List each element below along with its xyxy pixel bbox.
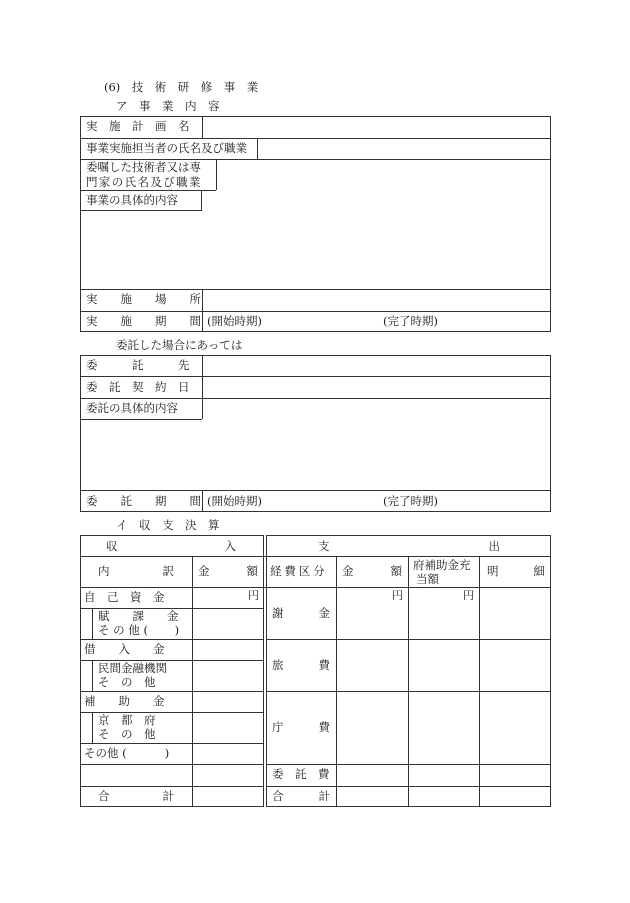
section-title: (6) 技 術 研 修 事 業 [104, 80, 259, 94]
label-person-in-charge: 事業実施担当者の氏名及び職業 [86, 141, 247, 155]
row-honorarium: 謝 金 [272, 606, 330, 620]
row-other4: その他 ( ) [84, 746, 170, 760]
row-office: 庁 費 [272, 720, 330, 734]
field-entrusted[interactable] [217, 160, 550, 189]
header-expense: 支 出 [318, 539, 500, 553]
label-plan-name: 実 施 計 画 名 [86, 119, 190, 133]
label-entrust-start: (開始時期) [207, 494, 262, 508]
label-entrust-period: 委 託 期 間 [86, 494, 201, 508]
row-other2: そ の 他 [98, 675, 156, 689]
row-other3: そ の 他 [98, 727, 156, 741]
field-place[interactable] [203, 290, 550, 310]
row-income-total: 合 計 [98, 789, 174, 803]
label-details: 事業の具体的内容 [86, 193, 178, 207]
row-expense-total: 合 計 [272, 789, 330, 803]
row-levy: 賦 課 金 [98, 609, 179, 623]
field-details[interactable] [81, 212, 550, 288]
field-person-in-charge[interactable] [258, 139, 550, 158]
label-entrusted-line2: 門家の氏名及び職業 [86, 175, 202, 189]
yen-expense: 円 [392, 589, 403, 602]
label-contract-date: 委 託 契 約 日 [86, 380, 190, 394]
row-travel: 旅 費 [272, 658, 330, 672]
header-income: 収 入 [106, 539, 236, 553]
label-period: 実 施 期 間 [86, 314, 201, 328]
field-plan-name[interactable] [203, 117, 550, 137]
subsection-a-title: ア 事 業 内 容 [116, 99, 220, 113]
yen-subsidy: 円 [463, 589, 474, 602]
col-subsidy-line2: 当額 [416, 572, 439, 586]
label-entrust-end: (完了時期) [383, 494, 438, 508]
row-subsidy: 補 助 金 [84, 694, 165, 708]
entrust-heading: 委託した場合にあっては [116, 338, 243, 352]
label-entrust-details: 委託の具体的内容 [86, 401, 178, 415]
yen-income: 円 [248, 589, 259, 602]
col-amount: 金 額 [198, 564, 258, 578]
label-entrustee: 委 託 先 [86, 358, 190, 372]
row-kyoto: 京 都 府 [98, 713, 156, 727]
col-subsidy-line1: 府補助金充 [413, 558, 471, 572]
row-other1: そ の 他 ( ) [98, 623, 180, 637]
row-own-funds: 自 己 資 金 [84, 590, 165, 604]
field-entrustee[interactable] [203, 356, 550, 375]
col-detail: 明 細 [487, 564, 545, 578]
field-entrust-details[interactable] [81, 420, 550, 489]
col-breakdown: 内 訳 [98, 564, 174, 578]
label-end-time: (完了時期) [383, 314, 438, 328]
row-entrust-fee: 委 託 費 [272, 767, 330, 781]
label-entrusted-line1: 委嘱した技術者又は専 [86, 160, 201, 174]
label-place: 実 施 場 所 [86, 292, 201, 306]
field-contract-date[interactable] [203, 377, 550, 397]
label-start-time: (開始時期) [207, 314, 262, 328]
col-expense-category: 経費区分 [270, 564, 328, 578]
col-amount2: 金 額 [342, 564, 402, 578]
row-private-fin: 民間金融機関 [98, 661, 167, 675]
subsection-i-title: イ 収 支 決 算 [116, 518, 220, 532]
row-borrow: 借 入 金 [84, 642, 165, 656]
